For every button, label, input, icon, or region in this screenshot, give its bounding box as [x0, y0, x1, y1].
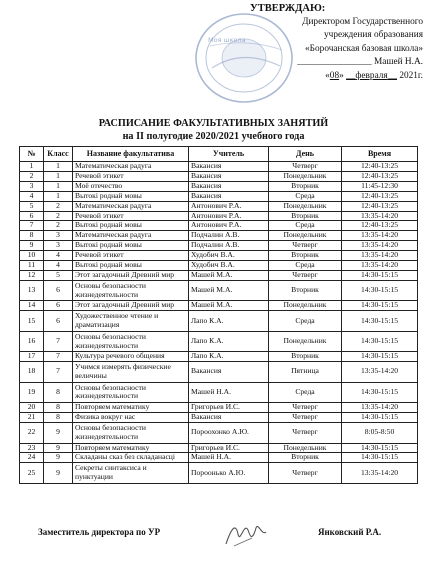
cell-time: 11:45-12:30	[342, 181, 418, 191]
cell-class: 4	[44, 261, 73, 271]
table-row	[20, 221, 418, 231]
table-row	[20, 311, 418, 332]
cell-course: Физика вокруг нас	[73, 413, 189, 423]
cell-day: Четверг	[269, 413, 342, 423]
cell-time: 12:40-13:25	[342, 162, 418, 172]
schedule-table	[19, 146, 418, 484]
table-row	[20, 331, 418, 352]
cell-course: Основы безопасности жизнедеятельности	[73, 423, 189, 444]
approval-date	[238, 70, 423, 84]
header-teacher: Учитель	[189, 147, 269, 162]
cell-number: 5	[20, 201, 44, 211]
cell-day: Понедельник	[269, 301, 342, 311]
header-time: Время	[342, 147, 418, 162]
cell-number: 16	[20, 331, 44, 352]
cell-teacher: Худобич В.А.	[189, 261, 269, 271]
table-row	[20, 181, 418, 191]
table-row	[20, 443, 418, 453]
cell-teacher: Антонович Р.А.	[189, 211, 269, 221]
date-quote-open: «	[325, 70, 330, 81]
cell-teacher: Машей М.А.	[189, 301, 269, 311]
cell-class: 9	[44, 463, 73, 484]
cell-number: 15	[20, 311, 44, 332]
cell-day: Понедельник	[269, 443, 342, 453]
cell-teacher: Машей М.А.	[189, 280, 269, 301]
cell-teacher: Вакансия	[189, 181, 269, 191]
cell-time: 12:40-13:25	[342, 171, 418, 181]
schedule-title	[0, 118, 427, 143]
cell-day: Вторник	[269, 181, 342, 191]
table-row	[20, 453, 418, 463]
cell-day: Вторник	[269, 211, 342, 221]
header-number: №	[20, 147, 44, 162]
cell-day: Вторник	[269, 280, 342, 301]
cell-teacher: Вакансия	[189, 191, 269, 201]
cell-course: Основы безопасности жизнедеятельности	[73, 331, 189, 352]
cell-class: 4	[44, 251, 73, 261]
cell-class: 3	[44, 231, 73, 241]
cell-number: 18	[20, 362, 44, 383]
cell-course: Культура речевого общения	[73, 352, 189, 362]
cell-teacher: Худобич В.А.	[189, 251, 269, 261]
approval-block	[238, 2, 423, 83]
table-row	[20, 270, 418, 280]
cell-time: 13:35-14:20	[342, 251, 418, 261]
cell-class: 8	[44, 382, 73, 403]
cell-course: Учимся измерять физические величины	[73, 362, 189, 383]
cell-number: 1	[20, 162, 44, 172]
cell-class: 8	[44, 403, 73, 413]
cell-day: Вторник	[269, 352, 342, 362]
cell-class: 7	[44, 352, 73, 362]
table-row	[20, 352, 418, 362]
cell-number: 9	[20, 241, 44, 251]
cell-course: Основы безопасности жизнедеятельности	[73, 280, 189, 301]
cell-day: Четверг	[269, 463, 342, 484]
date-day: 08	[329, 70, 340, 81]
footer-name: Янковский Р.А.	[318, 527, 382, 537]
cell-day: Понедельник	[269, 231, 342, 241]
cell-teacher: Подчалин А.В.	[189, 231, 269, 241]
table-row	[20, 403, 418, 413]
cell-course: Этот загадочный Древний мир	[73, 270, 189, 280]
cell-class: 1	[44, 181, 73, 191]
cell-number: 21	[20, 413, 44, 423]
cell-time: 14:30-15:15	[342, 270, 418, 280]
cell-class: 7	[44, 362, 73, 383]
cell-time: 13:35-14:20	[342, 211, 418, 221]
cell-time: 14:30-15:15	[342, 352, 418, 362]
cell-course: Моё отечество	[73, 181, 189, 191]
cell-class: 9	[44, 443, 73, 453]
cell-class: 5	[44, 270, 73, 280]
cell-teacher: Пороонько А.Ю.	[189, 463, 269, 484]
cell-course: Складаны сказ без складанасці	[73, 453, 189, 463]
cell-time: 14:30-15:15	[342, 443, 418, 453]
cell-number: 17	[20, 352, 44, 362]
header-course: Название факультатива	[73, 147, 189, 162]
cell-day: Вторник	[269, 453, 342, 463]
cell-teacher: Вакансия	[189, 171, 269, 181]
date-quote-close: »	[339, 70, 344, 81]
cell-number: 10	[20, 251, 44, 261]
cell-day: Четверг	[269, 270, 342, 280]
cell-course: Речевой этикет	[73, 211, 189, 221]
cell-day: Четверг	[269, 423, 342, 444]
cell-number: 24	[20, 453, 44, 463]
cell-teacher: Подчалин А.В.	[189, 241, 269, 251]
table-row	[20, 162, 418, 172]
cell-day: Понедельник	[269, 331, 342, 352]
cell-teacher: Лапо К.А.	[189, 352, 269, 362]
cell-time: 14:30-15:15	[342, 301, 418, 311]
cell-course: Этот загадочный Древний мир	[73, 301, 189, 311]
approval-line-2: учреждения образования	[324, 30, 423, 40]
cell-teacher: Григорьев И.С.	[189, 403, 269, 413]
cell-class: 6	[44, 311, 73, 332]
cell-class: 1	[44, 162, 73, 172]
header-class: Класс	[44, 147, 73, 162]
cell-course: Речевой этикет	[73, 251, 189, 261]
cell-time: 12:40-13:25	[342, 191, 418, 201]
cell-course: Вытокі роднай мовы	[73, 261, 189, 271]
cell-course: Повторяем математику	[73, 443, 189, 453]
approval-line-3: «Борочанская базовая школа»	[305, 43, 423, 54]
cell-number: 23	[20, 443, 44, 453]
cell-course: Вытокі роднай мовы	[73, 241, 189, 251]
cell-day: Среда	[269, 382, 342, 403]
cell-teacher: Григорьев И.С.	[189, 443, 269, 453]
cell-class: 8	[44, 413, 73, 423]
approval-line-1: Директором Государственного	[302, 16, 423, 27]
table-row	[20, 251, 418, 261]
cell-course: Математическая радуга	[73, 231, 189, 241]
cell-course: Секреты синтаксиса и пунктуации	[73, 463, 189, 484]
table-row	[20, 382, 418, 403]
cell-course: Основы безопасности жизнедеятельности	[73, 382, 189, 403]
header-day: День	[269, 147, 342, 162]
cell-teacher: Машей Н.А.	[189, 453, 269, 463]
cell-number: 22	[20, 423, 44, 444]
cell-number: 2	[20, 171, 44, 181]
cell-teacher: Машей Н.А.	[189, 382, 269, 403]
approval-director-name: Машей Н.А.	[373, 57, 423, 67]
cell-teacher: Машей М.А.	[189, 270, 269, 280]
cell-class: 9	[44, 453, 73, 463]
date-year: 2021г.	[399, 70, 423, 81]
approval-heading: УТВЕРЖДАЮ:	[250, 3, 326, 14]
cell-number: 25	[20, 463, 44, 484]
cell-course: Художественное чтение и драматизация	[73, 311, 189, 332]
table-row	[20, 280, 418, 301]
approval-signature-line: ________________ Машей Н.А.	[297, 57, 423, 67]
cell-number: 3	[20, 181, 44, 191]
cell-time: 13:35-14:20	[342, 231, 418, 241]
cell-number: 6	[20, 211, 44, 221]
cell-time: 14:30-15:15	[342, 331, 418, 352]
cell-teacher: Пороохонко А.Ю.	[189, 423, 269, 444]
cell-day: Четверг	[269, 162, 342, 172]
table-row	[20, 413, 418, 423]
cell-time: 14:30-15:15	[342, 453, 418, 463]
cell-day: Понедельник	[269, 201, 342, 211]
cell-day: Среда	[269, 191, 342, 201]
cell-day: Среда	[269, 311, 342, 332]
cell-class: 3	[44, 241, 73, 251]
cell-day: Вторник	[269, 251, 342, 261]
cell-course: Речевой этикет	[73, 171, 189, 181]
cell-time: 13:35-14:20	[342, 403, 418, 413]
cell-time: 14:30-15:15	[342, 311, 418, 332]
table-row	[20, 191, 418, 201]
cell-time: 8:05-8:50	[342, 423, 418, 444]
cell-day: Четверг	[269, 241, 342, 251]
title-line-2: на II полугодие 2020/2021 учебного года	[122, 130, 305, 142]
cell-teacher: Антонович Р.А.	[189, 221, 269, 231]
cell-day: Среда	[269, 261, 342, 271]
cell-teacher: Лапо К.А.	[189, 331, 269, 352]
cell-course: Математическая радуга	[73, 201, 189, 211]
cell-class: 7	[44, 331, 73, 352]
table-row	[20, 171, 418, 181]
date-month: __февраля__	[346, 70, 397, 81]
cell-time: 13:35-14:20	[342, 241, 418, 251]
cell-day: Пятница	[269, 362, 342, 383]
cell-course: Вытокі роднай мовы	[73, 221, 189, 231]
cell-teacher: Лапо К.А.	[189, 311, 269, 332]
cell-teacher: Вакансия	[189, 162, 269, 172]
cell-course: Вытокі роднай мовы	[73, 191, 189, 201]
table-row	[20, 463, 418, 484]
cell-time: 14:30-15:15	[342, 413, 418, 423]
cell-class: 2	[44, 201, 73, 211]
cell-number: 11	[20, 261, 44, 271]
title-line-1: РАСПИСАНИЕ ФАКУЛЬТАТИВНЫХ ЗАНЯТИЙ	[98, 118, 329, 129]
table-row	[20, 301, 418, 311]
cell-teacher: Антонович Р.А.	[189, 201, 269, 211]
cell-day: Среда	[269, 221, 342, 231]
table-row	[20, 231, 418, 241]
signature	[222, 516, 270, 552]
cell-class: 1	[44, 191, 73, 201]
cell-time: 13:35-14:20	[342, 261, 418, 271]
cell-class: 2	[44, 211, 73, 221]
cell-time: 13:35-14:20	[342, 362, 418, 383]
cell-class: 6	[44, 301, 73, 311]
cell-number: 7	[20, 221, 44, 231]
cell-course: Математическая радуга	[73, 162, 189, 172]
table-row	[20, 201, 418, 211]
cell-number: 12	[20, 270, 44, 280]
cell-number: 4	[20, 191, 44, 201]
cell-number: 14	[20, 301, 44, 311]
cell-class: 1	[44, 171, 73, 181]
table-header-row	[20, 147, 418, 162]
cell-time: 14:30-15:15	[342, 280, 418, 301]
cell-day: Четверг	[269, 403, 342, 413]
table-row	[20, 241, 418, 251]
cell-teacher: Вакансия	[189, 362, 269, 383]
cell-number: 20	[20, 403, 44, 413]
cell-time: 12:40-13:25	[342, 201, 418, 211]
footer-role: Заместитель директора по УР	[38, 527, 161, 537]
cell-teacher: Вакансия	[189, 413, 269, 423]
table-row	[20, 261, 418, 271]
cell-time: 12:40-13:25	[342, 221, 418, 231]
cell-number: 19	[20, 382, 44, 403]
cell-time: 14:30-15:15	[342, 382, 418, 403]
cell-course: Повторяем математику	[73, 403, 189, 413]
cell-class: 6	[44, 280, 73, 301]
cell-class: 2	[44, 221, 73, 231]
cell-number: 8	[20, 231, 44, 241]
cell-number: 13	[20, 280, 44, 301]
svg-text:Моя школа: Моя школа	[208, 36, 246, 44]
table-row	[20, 423, 418, 444]
cell-day: Понедельник	[269, 171, 342, 181]
table-row	[20, 211, 418, 221]
table-row	[20, 362, 418, 383]
cell-class: 9	[44, 423, 73, 444]
cell-time: 13:35-14:20	[342, 463, 418, 484]
